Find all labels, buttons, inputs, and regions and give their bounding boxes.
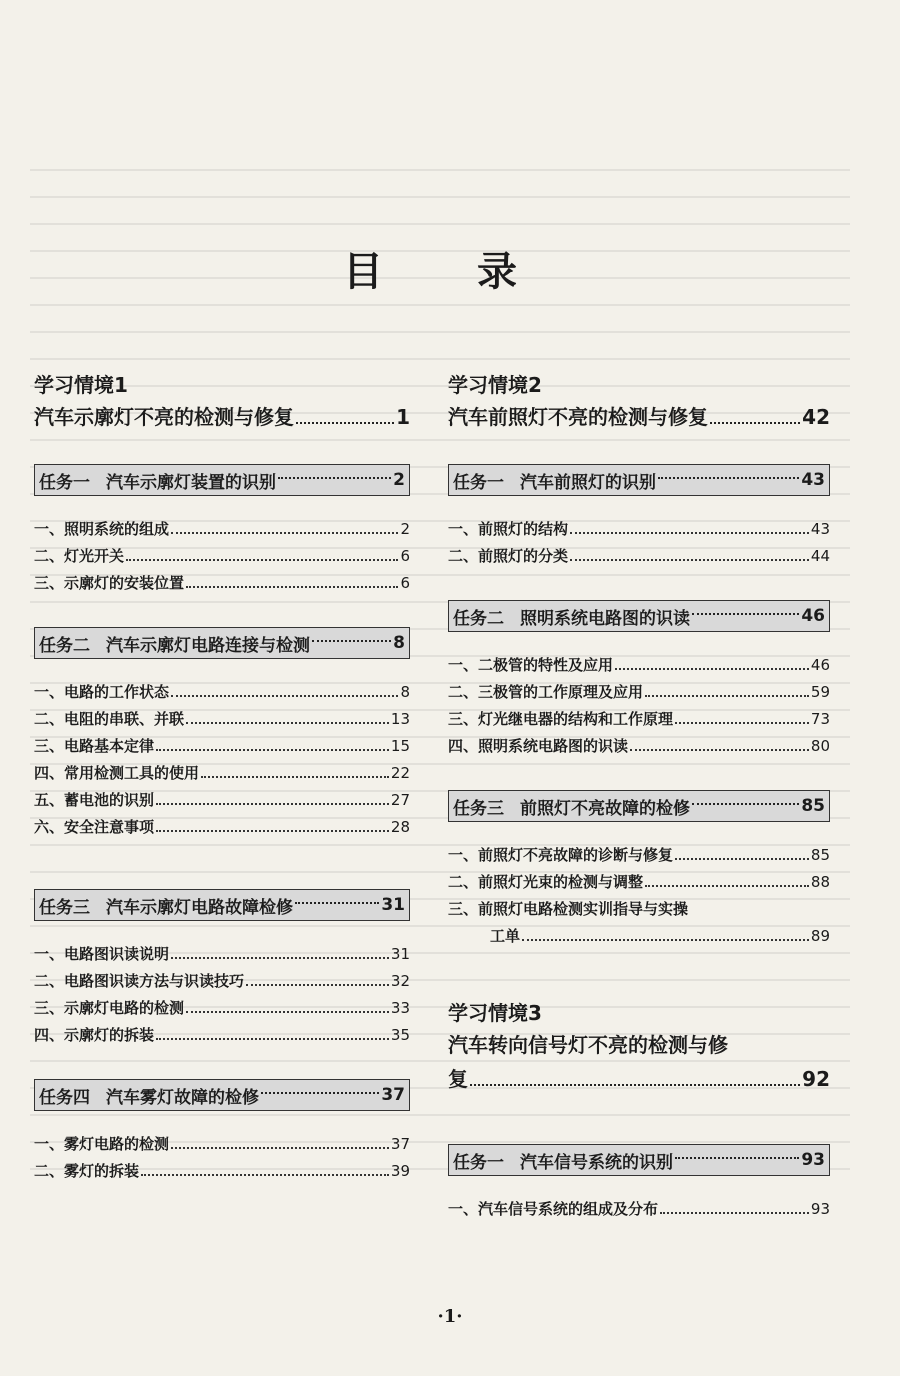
toc-item[interactable] (34, 706, 410, 733)
item-text: 二、电阻的串联、并联 (34, 710, 185, 728)
dot-leader (570, 532, 809, 534)
page-number: 13 (390, 710, 410, 728)
page-number: 88 (810, 873, 830, 891)
toc-item[interactable] (448, 706, 830, 733)
page-number: 89 (810, 927, 830, 945)
toc-item[interactable] (34, 543, 410, 570)
task-label: 任务三 (453, 798, 504, 819)
page-number: 46 (801, 606, 825, 626)
task-1-header[interactable] (34, 464, 410, 496)
dot-leader (171, 532, 398, 534)
page-number: 42 (802, 405, 830, 429)
page-number: 73 (810, 710, 830, 728)
item-text: 三、灯光继电器的结构和工作原理 (448, 710, 674, 728)
page-title: 目 录 (343, 249, 557, 295)
item-text: 二、灯光开关 (34, 547, 125, 565)
page-number: 43 (810, 520, 830, 538)
toc-item[interactable] (34, 570, 410, 597)
dot-leader (312, 640, 391, 642)
task-label: 任务一 (453, 1152, 504, 1173)
task-r2-header[interactable] (448, 600, 830, 632)
dot-leader (201, 776, 389, 778)
page-number: 2 (400, 520, 410, 538)
page-number: 80 (810, 737, 830, 755)
dot-leader (645, 885, 809, 887)
item-text: 二、雾灯的拆装 (34, 1162, 140, 1180)
situation-2-label: 学习情境2 (448, 373, 542, 397)
dot-leader (156, 803, 389, 805)
dot-leader (675, 858, 809, 860)
task-label: 任务二 (39, 635, 90, 656)
task-label: 任务一 (39, 472, 90, 493)
dot-leader (186, 586, 398, 588)
situation-title-text: 汽车前照灯不亮的检测与修复 (448, 405, 708, 429)
task-title: 汽车示廓灯装置的识别 (106, 472, 276, 493)
item-text: 一、汽车信号系统的组成及分布 (448, 1200, 659, 1218)
page-number: 2 (393, 470, 405, 490)
toc-item[interactable] (34, 941, 410, 968)
task-title: 汽车雾灯故障的检修 (106, 1087, 259, 1108)
toc-item[interactable] (448, 543, 830, 570)
toc-item-multiline-second[interactable] (448, 923, 830, 950)
task-label: 任务三 (39, 897, 90, 918)
dot-leader (141, 1174, 389, 1176)
toc-item-multiline-first[interactable]: 三、前照灯电路检测实训指导与实操 (448, 900, 689, 918)
page-number: 33 (390, 999, 410, 1017)
toc-item[interactable] (448, 733, 830, 760)
dot-leader (570, 559, 809, 561)
page-number: 27 (390, 791, 410, 809)
dot-leader (645, 695, 809, 697)
dot-leader (615, 668, 809, 670)
toc-item[interactable] (34, 679, 410, 706)
page-number: 37 (390, 1135, 410, 1153)
dot-leader (156, 830, 389, 832)
situation-1-label: 学习情境1 (34, 373, 128, 397)
item-text: 三、示廓灯电路的检测 (34, 999, 185, 1017)
dot-leader (156, 749, 389, 751)
dot-leader (658, 477, 799, 479)
situation-1-title[interactable] (34, 400, 410, 434)
item-text: 五、蓄电池的识别 (34, 791, 155, 809)
item-text: 二、前照灯光束的检测与调整 (448, 873, 644, 891)
page-number-footer: ·1· (437, 1306, 463, 1327)
page-number: 35 (390, 1026, 410, 1044)
dot-leader (171, 695, 398, 697)
item-text: 一、雾灯电路的检测 (34, 1135, 170, 1153)
situation-3-label: 学习情境3 (448, 1001, 542, 1025)
toc-left-column (34, 370, 410, 1185)
item-text: 三、电路基本定律 (34, 737, 155, 755)
dot-leader (692, 613, 799, 615)
task-title: 汽车示廓灯电路连接与检测 (106, 635, 310, 656)
toc-item[interactable] (448, 869, 830, 896)
item-text: 一、前照灯的结构 (448, 520, 569, 538)
item-text: 三、示廓灯的安装位置 (34, 574, 185, 592)
toc-item[interactable] (34, 968, 410, 995)
dot-leader (692, 803, 799, 805)
situation-3-title-line1[interactable] (448, 1028, 830, 1062)
task-label: 任务一 (453, 472, 504, 493)
dot-leader (186, 1011, 389, 1013)
toc-item[interactable] (448, 842, 830, 869)
item-text: 一、照明系统的组成 (34, 520, 170, 538)
toc-item[interactable] (448, 516, 830, 543)
dot-leader (171, 957, 389, 959)
page-number: 32 (390, 972, 410, 990)
task-label: 任务二 (453, 608, 504, 629)
task-2-header[interactable] (34, 627, 410, 659)
toc-item[interactable] (448, 679, 830, 706)
page-number: 39 (390, 1162, 410, 1180)
item-text: 四、示廓灯的拆装 (34, 1026, 155, 1044)
page-number: 8 (400, 683, 410, 701)
page-number: 6 (400, 547, 410, 565)
toc-item[interactable] (34, 814, 410, 841)
situation-title-text: 复 (448, 1067, 468, 1091)
dot-leader (278, 477, 391, 479)
task-title: 照明系统电路图的识读 (520, 608, 690, 629)
toc-item[interactable] (34, 787, 410, 814)
item-text: 二、电路图识读方法与识读技巧 (34, 972, 245, 990)
page-number: 31 (390, 945, 410, 963)
page-number: 43 (801, 470, 825, 490)
toc-item[interactable] (34, 1022, 410, 1049)
toc-item[interactable] (34, 516, 410, 543)
item-text: 一、电路的工作状态 (34, 683, 170, 701)
page-number: 44 (810, 547, 830, 565)
toc-item[interactable] (34, 1158, 410, 1185)
toc-item[interactable] (448, 652, 830, 679)
page-number: 92 (802, 1067, 830, 1091)
dot-leader (675, 722, 809, 724)
page-number: 28 (390, 818, 410, 836)
page-number: 8 (393, 633, 405, 653)
dot-leader (295, 902, 379, 904)
page-number: 6 (400, 574, 410, 592)
task-label: 任务四 (39, 1087, 90, 1108)
page-number: 1 (396, 405, 410, 429)
situation-3-title-line2[interactable] (448, 1062, 830, 1096)
dot-leader (156, 1038, 389, 1040)
task-s3-1-header[interactable] (448, 1144, 830, 1176)
task-title: 汽车前照灯的识别 (520, 472, 656, 493)
dot-leader (675, 1157, 799, 1159)
toc-right-column (448, 370, 830, 1223)
task-3-header[interactable] (34, 889, 410, 921)
situation-2-title[interactable] (448, 400, 830, 434)
dot-leader (522, 939, 809, 941)
item-text: 四、常用检测工具的使用 (34, 764, 200, 782)
item-text: 一、前照灯不亮故障的诊断与修复 (448, 846, 674, 864)
dot-leader (296, 422, 394, 424)
page-number: 22 (390, 764, 410, 782)
page-number: 46 (810, 656, 830, 674)
task-4-header[interactable] (34, 1079, 410, 1111)
dot-leader (660, 1212, 809, 1214)
page-number: 93 (810, 1200, 830, 1218)
dot-leader (261, 1092, 379, 1094)
page-number: 85 (801, 796, 825, 816)
dot-leader (186, 722, 389, 724)
dot-leader (470, 1084, 800, 1086)
situation-title-text: 汽车转向信号灯不亮的检测与修 (448, 1033, 728, 1057)
page-number: 31 (381, 895, 405, 915)
toc-item[interactable] (34, 995, 410, 1022)
page-number: 85 (810, 846, 830, 864)
item-text: 六、安全注意事项 (34, 818, 155, 836)
item-text: 二、三极管的工作原理及应用 (448, 683, 644, 701)
dot-leader (246, 984, 389, 986)
page-number: 93 (801, 1150, 825, 1170)
task-title: 汽车信号系统的识别 (520, 1152, 673, 1173)
situation-title-text: 汽车示廓灯不亮的检测与修复 (34, 405, 294, 429)
dot-leader (630, 749, 809, 751)
dot-leader (710, 422, 800, 424)
toc-item[interactable] (34, 733, 410, 760)
task-r1-header[interactable] (448, 464, 830, 496)
item-text: 一、电路图识读说明 (34, 945, 170, 963)
toc-item[interactable] (34, 1131, 410, 1158)
dot-leader (126, 559, 398, 561)
item-text: 二、前照灯的分类 (448, 547, 569, 565)
page-number: 59 (810, 683, 830, 701)
toc-item[interactable] (34, 760, 410, 787)
task-r3-header[interactable] (448, 790, 830, 822)
toc-item[interactable] (448, 1196, 830, 1223)
dot-leader (171, 1147, 389, 1149)
item-text: 一、二极管的特性及应用 (448, 656, 614, 674)
item-text: 工单 (490, 927, 521, 945)
page-number: 15 (390, 737, 410, 755)
page-number: 37 (381, 1085, 405, 1105)
task-title: 汽车示廓灯电路故障检修 (106, 897, 293, 918)
item-text: 四、照明系统电路图的识读 (448, 737, 629, 755)
task-title: 前照灯不亮故障的检修 (520, 798, 690, 819)
